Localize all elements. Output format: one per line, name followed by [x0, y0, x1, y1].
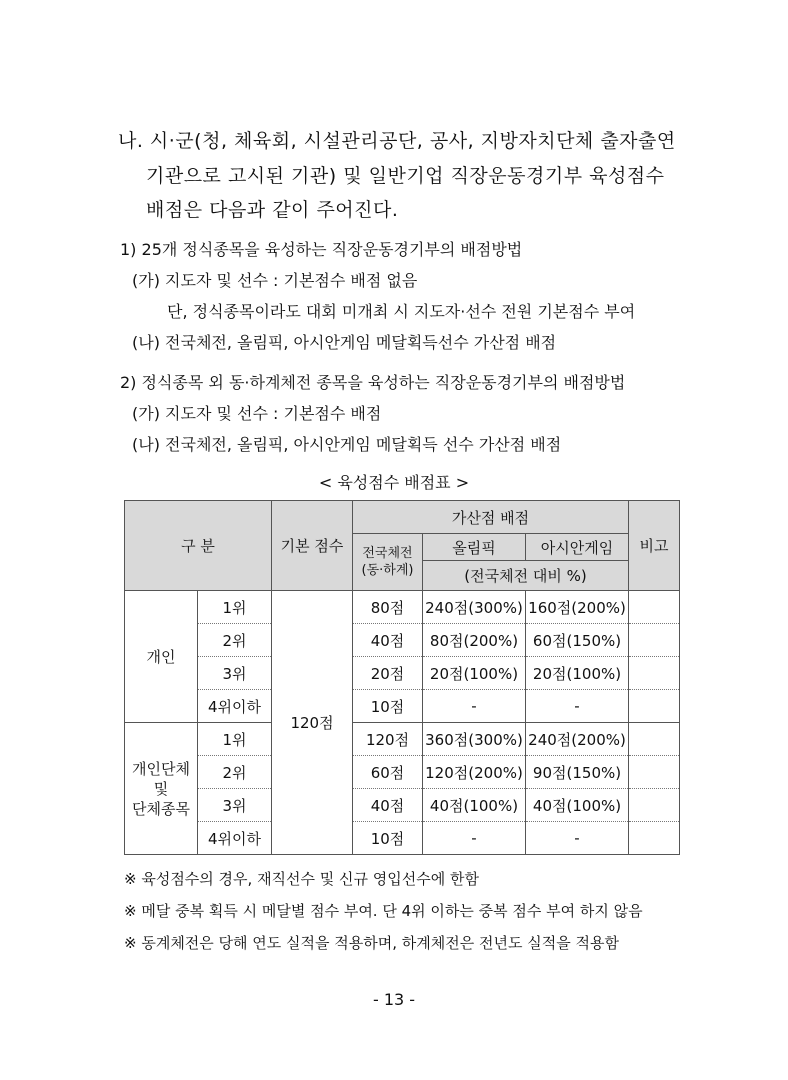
- remark-cell: [629, 789, 680, 822]
- remark-cell: [629, 756, 680, 789]
- item-2-b: (나) 전국체전, 올림픽, 아시안게임 메달획득 선수 가산점 배점: [132, 435, 562, 454]
- remark-cell: [629, 591, 680, 624]
- header-national-line2: (동·하계): [361, 563, 414, 578]
- item-1-b: (나) 전국체전, 올림픽, 아시안게임 메달획득선수 가산점 배점: [132, 333, 557, 352]
- note-1: ※ 육성점수의 경우, 재직선수 및 신규 영입선수에 한함: [124, 870, 480, 888]
- item-1: 1) 25개 정식종목을 육성하는 직장운동경기부의 배점방법: [120, 240, 523, 259]
- score-table: [124, 500, 680, 855]
- asian-cell: -: [526, 690, 629, 723]
- item-2-a: (가) 지도자 및 선수 : 기본점수 배점: [132, 404, 382, 423]
- group-label-line: 및: [153, 779, 169, 798]
- asian-cell: -: [526, 822, 629, 855]
- olympic-cell: 360점(300%): [423, 723, 526, 756]
- item-2: 2) 정식종목 외 동·하계체전 종목을 육성하는 직장운동경기부의 배점방법: [120, 373, 626, 392]
- asian-cell: 240점(200%): [526, 723, 629, 756]
- table-row: [125, 789, 680, 822]
- item-1-a: (가) 지도자 및 선수 : 기본점수 배점 없음: [132, 271, 418, 290]
- group-label-line: 단체종목: [132, 799, 190, 818]
- remark-cell: [629, 690, 680, 723]
- header-ratio: (전국체전 대비 %): [423, 561, 629, 591]
- national-cell: 20점: [353, 657, 423, 690]
- rank-cell: 4위이하: [198, 822, 272, 855]
- group-label-individual: 개인: [125, 591, 198, 723]
- olympic-cell: 40점(100%): [423, 789, 526, 822]
- table-row: [125, 690, 680, 723]
- rank-cell: 2위: [198, 624, 272, 657]
- rank-cell: 1위: [198, 723, 272, 756]
- header-asian: 아시안게임: [526, 534, 629, 561]
- group-label-team: [125, 723, 198, 855]
- header-olympic: 올림픽: [423, 534, 526, 561]
- header-national: [353, 534, 423, 591]
- asian-cell: 20점(100%): [526, 657, 629, 690]
- olympic-cell: 20점(100%): [423, 657, 526, 690]
- asian-cell: 160점(200%): [526, 591, 629, 624]
- olympic-cell: -: [423, 690, 526, 723]
- section-line-3: 배점은 다음과 같이 주어진다.: [146, 199, 399, 221]
- table-row: [125, 822, 680, 855]
- item-1-a-note: 단, 정식종목이라도 대회 미개최 시 지도자·선수 전원 기본점수 부여: [167, 302, 636, 321]
- table-row: [125, 756, 680, 789]
- header-base-score: 기본 점수: [272, 501, 353, 591]
- note-3: ※ 동계체전은 당해 연도 실적을 적용하며, 하계체전은 전년도 실적을 적용함: [124, 934, 619, 952]
- remark-cell: [629, 822, 680, 855]
- olympic-cell: 80점(200%): [423, 624, 526, 657]
- base-score-cell: 120점: [272, 591, 353, 855]
- table-header-row: [125, 501, 680, 534]
- olympic-cell: 120점(200%): [423, 756, 526, 789]
- national-cell: 60점: [353, 756, 423, 789]
- rank-cell: 3위: [198, 657, 272, 690]
- remark-cell: [629, 657, 680, 690]
- note-2: ※ 메달 중복 획득 시 메달별 점수 부여. 단 4위 이하는 중복 점수 부여 하지 않음: [124, 902, 643, 920]
- asian-cell: 90점(150%): [526, 756, 629, 789]
- table-row: [125, 723, 680, 756]
- rank-cell: 2위: [198, 756, 272, 789]
- olympic-cell: -: [423, 822, 526, 855]
- asian-cell: 40점(100%): [526, 789, 629, 822]
- national-cell: 80점: [353, 591, 423, 624]
- asian-cell: 60점(150%): [526, 624, 629, 657]
- rank-cell: 4위이하: [198, 690, 272, 723]
- table-row: [125, 624, 680, 657]
- rank-cell: 3위: [198, 789, 272, 822]
- table-row: [125, 657, 680, 690]
- header-bonus: 가산점 배점: [353, 501, 629, 534]
- group-label-line: 개인단체: [132, 759, 190, 778]
- section-line-2: 기관으로 고시된 기관) 및 일반기업 직장운동경기부 육성점수: [146, 165, 665, 187]
- section-line-1: 나. 시·군(청, 체육회, 시설관리공단, 공사, 지방자치단체 출자출연: [118, 130, 676, 152]
- page-number: - 13 -: [372, 990, 416, 1009]
- table-title: < 육성점수 배점표 >: [318, 473, 470, 492]
- national-cell: 10점: [353, 822, 423, 855]
- national-cell: 10점: [353, 690, 423, 723]
- rank-cell: 1위: [198, 591, 272, 624]
- remark-cell: [629, 624, 680, 657]
- table-row: [125, 591, 680, 624]
- header-national-line1: 전국체전: [362, 546, 413, 561]
- olympic-cell: 240점(300%): [423, 591, 526, 624]
- header-category: 구 분: [125, 501, 272, 591]
- national-cell: 120점: [353, 723, 423, 756]
- national-cell: 40점: [353, 624, 423, 657]
- national-cell: 40점: [353, 789, 423, 822]
- remark-cell: [629, 723, 680, 756]
- header-remark: 비고: [629, 501, 680, 591]
